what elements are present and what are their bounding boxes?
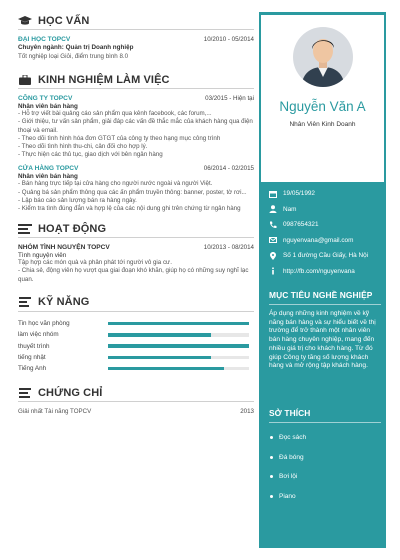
education-header xyxy=(18,12,254,30)
gender-value: Nam xyxy=(283,205,297,213)
activity-line: Tập hợp các món quà và phân phát tới người vô gia cư. xyxy=(18,259,172,267)
certificate-name: Giải nhất Tài năng TOPCV xyxy=(18,408,92,416)
skill-row xyxy=(18,352,254,363)
skill-row xyxy=(18,340,254,351)
objective-title: MỤC TIÊU NGHỀ NGHIỆP xyxy=(269,290,373,300)
hobby-label: Đọc sách xyxy=(279,434,307,442)
company-name: CỬA HÀNG TOPCV xyxy=(18,165,79,173)
skill-row xyxy=(18,329,254,340)
hobbies-section xyxy=(269,408,381,506)
experience-header xyxy=(18,71,254,89)
contact-gender xyxy=(269,202,381,218)
profile-name: Nguyễn Văn A xyxy=(279,99,366,114)
job-entry xyxy=(18,95,254,159)
hobby-label: Bơi lội xyxy=(279,473,298,481)
certificates-title: CHỨNG CHỈ xyxy=(38,386,103,399)
sidebar xyxy=(259,12,386,548)
activities-header xyxy=(18,220,254,238)
school-name: ĐẠI HỌC TOPCV xyxy=(18,36,71,43)
job-date: 03/2015 - Hiện tại xyxy=(205,95,254,103)
skill-name: thuyết trình xyxy=(18,342,50,350)
skill-level xyxy=(108,356,211,360)
birthday-value: 19/05/1992 xyxy=(283,190,315,198)
skill-level xyxy=(108,322,249,326)
objective-divider xyxy=(269,304,381,305)
hobby-item xyxy=(269,467,381,487)
website-link[interactable]: http://fb.com/nguyenvana xyxy=(283,267,355,275)
skill-name: Tin học văn phòng xyxy=(18,319,70,327)
address-value: Số 1 đường Cầu Giấy, Hà Nội xyxy=(283,252,369,260)
phone-icon xyxy=(269,221,277,229)
job-date: 06/2014 - 02/2015 xyxy=(203,165,254,173)
education-title: HỌC VẤN xyxy=(38,14,90,27)
job-line: - Kiểm tra tình đúng đắn và hợp lệ của các nội dung ghi trên chứng từ ngân hàng xyxy=(18,205,241,213)
contact-list xyxy=(269,186,381,279)
hobby-label: Piano xyxy=(279,492,296,500)
skill-name: Tiếng Anh xyxy=(18,365,47,373)
map-marker-icon xyxy=(269,252,277,260)
education-note: Tốt nghiệp loại Giỏi, điểm trung bình 8.0 xyxy=(18,53,129,60)
job-line: - Giới thiệu, tư vấn sản phẩm, giải đáp các vấn đề thắc mắc của khách hàng qua điện thoại và email. xyxy=(18,118,253,134)
hobby-item xyxy=(269,428,381,448)
skill-name: làm việc nhóm xyxy=(18,331,59,339)
skill-row xyxy=(18,318,254,329)
main-column xyxy=(18,12,254,417)
skill-bar xyxy=(108,344,249,348)
skill-bar xyxy=(108,367,249,371)
education-entry xyxy=(18,36,254,61)
job-role: Nhân viên bán hàng xyxy=(18,103,78,111)
experience-title: KINH NGHIỆM LÀM VIỆC xyxy=(38,73,170,86)
graduation-cap-icon xyxy=(18,15,32,27)
email-icon xyxy=(269,236,277,244)
avatar xyxy=(293,27,353,87)
contact-address xyxy=(269,248,381,264)
calendar-icon xyxy=(269,190,277,198)
job-line: - Bán hàng trực tiếp tại cửa hàng cho người nước ngoài và người Việt. xyxy=(18,180,213,188)
skills-title: KỸ NĂNG xyxy=(38,296,90,309)
hobbies-divider xyxy=(269,422,381,423)
email-value[interactable]: nguyenvana@gmail.com xyxy=(283,236,354,244)
certificates-header xyxy=(18,384,254,402)
contact-website xyxy=(269,264,381,280)
user-icon xyxy=(269,205,277,213)
bullet-icon xyxy=(270,495,273,498)
skills-list xyxy=(18,318,254,374)
hobby-item xyxy=(269,448,381,468)
activities-title: HOẠT ĐỘNG xyxy=(38,222,107,235)
hobby-label: Đá bóng xyxy=(279,453,304,461)
job-entry xyxy=(18,165,254,213)
skills-icon xyxy=(18,296,32,308)
job-line: - Theo dõi tình hình hóa đơn GTGT của công ty theo hạng mục công trình xyxy=(18,134,221,142)
education-date: 10/2010 - 05/2014 xyxy=(203,36,254,43)
contact-birthday xyxy=(269,186,381,202)
profile-card xyxy=(261,15,384,182)
job-role: Nhân viên bán hàng xyxy=(18,173,78,181)
objective-section xyxy=(269,290,381,371)
group-icon xyxy=(18,223,32,235)
briefcase-icon xyxy=(18,74,32,86)
certificate-year: 2013 xyxy=(240,408,254,416)
skill-level xyxy=(108,333,211,337)
objective-text: Áp dụng những kinh nghiệm về kỹ năng bán hàng và sự hiểu biết về thị trường để trở thành một nhân viên bán hàng chuyên nghiệp, mang đến nhiều giá trị cho khách hàng. Từ đó giúp Công ty tăng số lượng khách hàng và mở rộng tập khách hàng. xyxy=(269,310,376,370)
phone-value: 0987654321 xyxy=(283,221,319,229)
bullet-icon xyxy=(270,436,273,439)
profile-job-title: Nhân Viên Kinh Doanh xyxy=(289,121,356,128)
info-icon xyxy=(269,267,277,275)
education-major: Chuyên ngành: Quản trị Doanh nghiệp xyxy=(18,44,134,51)
skill-bar xyxy=(108,322,249,326)
activity-entry xyxy=(18,244,254,284)
skill-row xyxy=(18,363,254,374)
company-name: CÔNG TY TOPCV xyxy=(18,95,73,103)
skill-bar xyxy=(108,356,249,360)
activity-line: - Chia sẻ, động viên họ vượt qua giai đoạn khó khăn, giúp họ có những suy nghĩ lạc quan. xyxy=(18,267,249,283)
activity-date: 10/2013 - 08/2014 xyxy=(203,244,254,252)
skill-level xyxy=(108,344,249,348)
hobbies-title: SỞ THÍCH xyxy=(269,408,311,418)
contact-email xyxy=(269,233,381,249)
activity-role: Tình nguyện viên xyxy=(18,252,67,260)
job-line: - Lập báo cáo sản lượng bán ra hàng ngày. xyxy=(18,196,137,204)
activity-org: NHÓM TÌNH NGUYỆN TOPCV xyxy=(18,244,110,252)
job-line: - Quảng bá sản phẩm thông qua các ấn phẩm truyền thông: banner, poster, tờ rơi... xyxy=(18,188,247,196)
certificate-entry xyxy=(18,408,254,416)
contact-phone xyxy=(269,217,381,233)
hobby-item xyxy=(269,487,381,507)
certificate-icon xyxy=(18,387,32,399)
skills-header xyxy=(18,294,254,312)
bullet-icon xyxy=(270,456,273,459)
job-line: - Theo dõi tình hình thu-chi, cân đối cho hợp lý. xyxy=(18,143,148,151)
skill-name: tiếng nhật xyxy=(18,353,46,361)
skill-level xyxy=(108,367,224,371)
job-line: - Thực hiện các thủ tục, giao dịch với bên ngân hàng xyxy=(18,151,163,159)
skill-bar xyxy=(108,333,249,337)
job-line: - Hỗ trợ viết bài quảng cáo sản phẩm qua kênh facebook, các forum,... xyxy=(18,110,212,118)
bullet-icon xyxy=(270,475,273,478)
